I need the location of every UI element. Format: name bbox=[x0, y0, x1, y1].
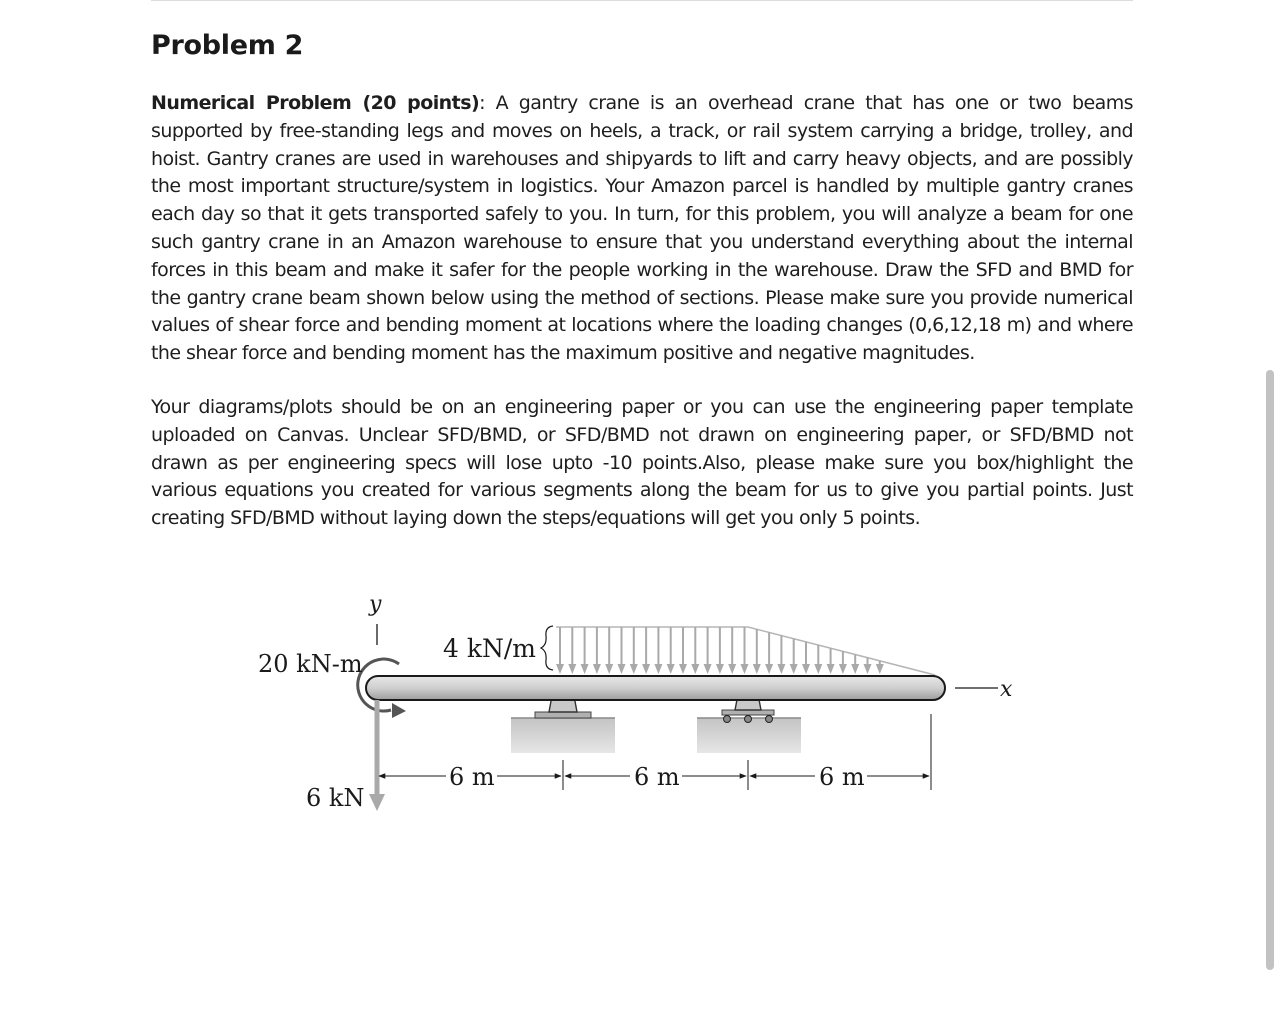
grading-instructions: Your diagrams/plots should be on an engineering paper or you can use the engineering paper template uploaded on Canvas. Unclear SFD/BMD, or SFD/BMD not drawn on engineering paper, or SFD/BMD not drawn as per engineering specs will lose upto -10 points.Also, please make sure you box/highlight the various equations you created for various segments along the beam for us to give you partial points. Just creating SFD/BMD without laying down the steps/equations will get you only 5 points. bbox=[151, 396, 1133, 530]
distributed-load-arrows bbox=[556, 627, 884, 674]
problem-body-1: A gantry crane is an overhead crane that has one or two beams supported by free-standing legs and moves on heels, a track, or rail system carrying a bridge, trolley, and hoist. Gantry cranes are used in warehouses and shipyards to lift and carry heavy objects, and are possibly the most important structure/system in logistics. Your Amazon parcel is handled by multiple gantry cranes each day so that it gets transported safely to you. In turn, for this problem, you will analyze a beam for one such gantry crane in an Amazon warehouse to ensure that you understand everything about the internal forces in this beam and make it safer for the people working in the warehouse. Draw the SFD and BMD for the gantry crane beam shown below using the method of sections. Please make sure you provide numerical values of shear force and bending moment at locations where the loading changes (0,6,12,18 m) and where the shear force and bending moment has the maximum positive and negative magnitudes. bbox=[151, 92, 1134, 365]
load-arrow-head bbox=[691, 664, 699, 674]
load-arrow-head bbox=[802, 664, 810, 674]
y-axis-label: y bbox=[369, 592, 382, 617]
load-arrow-head bbox=[581, 664, 589, 674]
load-arrow-head bbox=[876, 664, 884, 674]
beam bbox=[366, 676, 945, 700]
problem-lead: Numerical Problem (20 points) bbox=[151, 92, 480, 114]
span-label-1: 6 m bbox=[449, 763, 495, 791]
force-label: 6 kN bbox=[306, 784, 365, 812]
span-label-3: 6 m bbox=[819, 763, 865, 791]
distributed-load bbox=[443, 626, 935, 675]
load-arrow-head bbox=[753, 664, 761, 674]
load-arrow-head bbox=[839, 664, 847, 674]
load-arrow-head bbox=[741, 664, 749, 674]
load-arrow-head bbox=[667, 664, 675, 674]
load-arrow-head bbox=[642, 664, 650, 674]
load-arrow-head bbox=[790, 664, 798, 674]
load-brace bbox=[541, 626, 553, 670]
x-axis-label: x bbox=[1000, 677, 1013, 702]
load-arrow-head bbox=[605, 664, 613, 674]
load-arrow-head bbox=[716, 664, 724, 674]
load-arrow-head bbox=[851, 664, 859, 674]
problem-description bbox=[151, 90, 1133, 368]
dimension-lines bbox=[379, 714, 931, 791]
span-label-2: 6 m bbox=[634, 763, 680, 791]
problem-title: Problem 2 bbox=[151, 30, 304, 61]
load-arrow-head bbox=[679, 664, 687, 674]
problem-lead-colon: : bbox=[479, 92, 485, 114]
load-arrow-head bbox=[704, 664, 712, 674]
scrollbar-thumb[interactable] bbox=[1266, 370, 1274, 970]
load-arrow-head bbox=[593, 664, 601, 674]
load-arrow-head bbox=[654, 664, 662, 674]
moment-label: 20 kN-m bbox=[258, 650, 363, 678]
load-arrow-head bbox=[864, 664, 872, 674]
top-divider bbox=[151, 0, 1133, 1]
load-arrow-head bbox=[630, 664, 638, 674]
load-arrow-head bbox=[556, 664, 564, 674]
load-arrow-head bbox=[827, 664, 835, 674]
applied-force bbox=[306, 700, 385, 812]
load-arrow-head bbox=[728, 664, 736, 674]
load-arrow-head bbox=[814, 664, 822, 674]
load-arrow-head bbox=[618, 664, 626, 674]
load-arrow-head bbox=[777, 664, 785, 674]
gantry-beam-figure bbox=[240, 580, 1040, 820]
distributed-load-label: 4 kN/m bbox=[443, 634, 537, 663]
load-arrow-head bbox=[568, 664, 576, 674]
load-arrow-head bbox=[765, 664, 773, 674]
